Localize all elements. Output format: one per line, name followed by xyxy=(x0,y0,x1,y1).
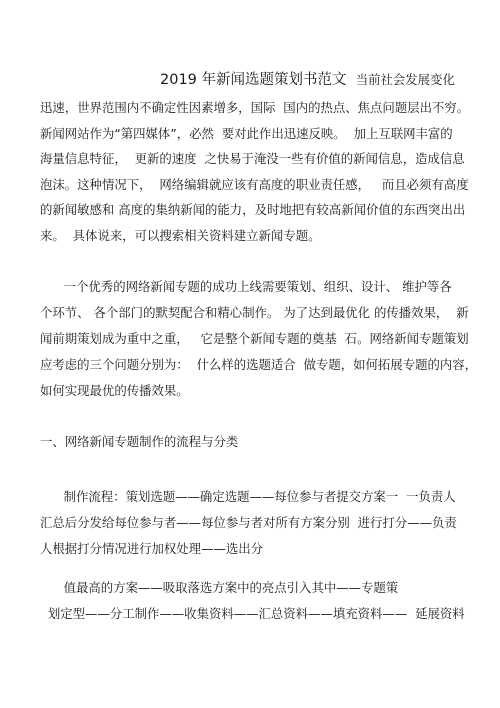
paragraph-line: 泡沫。这种情况下， 网络编辑就应该有高度的职业责任感， 而且必须有高度 xyxy=(40,177,469,192)
document-title: 2019 年新闻选题策划书范文 xyxy=(160,72,347,88)
paragraph-line: 划定型——分工制作——收集资料——汇总资料——填充资料—— 延展资料 xyxy=(40,606,465,621)
paragraph-line: 汇总后分发给每位参与者——每位参与者对所有方案分别 进行打分——负责 xyxy=(40,515,457,530)
paragraph-line: 迅速，世界范围内不确定性因素增多，国际 国内的热点、焦点问题层出不穷。 xyxy=(40,100,470,115)
paragraph-line: 制作流程：策划选题——确定选题——每位参与者提交方案一 一负责人 xyxy=(40,489,456,504)
paragraph-line: 应考虑的三个问题分别为： 什么样的选题适合 做专题，如何拓展专题的内容， xyxy=(40,357,478,372)
paragraph-line: 海量信息特征， 更新的速度 之快易于淹没一些有价值的新闻信息，造成信息 xyxy=(40,151,465,166)
paragraph-line: 人根据打分情况进行加权处理——选出分 xyxy=(40,541,264,556)
section-heading: 一、网络新闻专题制作的流程与分类 xyxy=(40,434,239,449)
paragraph-line: 新闻网站作为“第四媒体”，必然 要对此作出迅速反映。 加上互联网丰富的 xyxy=(40,126,453,141)
paragraph-line: 闻前期策划成为重中之重， 它是整个新闻专题的奠基 石。网络新闻专题策划 xyxy=(40,331,469,346)
paragraph-line: 个环节、 各个部门的默契配合和精心制作。 为了达到最优化 的传播效果， 新 xyxy=(40,305,469,320)
document-title-line xyxy=(160,71,455,89)
paragraph-line: 如何实现最优的传播效果。 xyxy=(40,383,189,398)
paragraph-line: 的新闻敏感和 高度的集纳新闻的能力，及时地把有较高新闻价值的东西突出出 xyxy=(40,202,466,217)
paragraph-line: 来。 具体说来，可以搜索相关资料建立新闻专题。 xyxy=(40,228,321,243)
paragraph-line: 一个优秀的网络新闻专题的成功上线需要策划、组织、设计、 维护等各 xyxy=(40,279,452,294)
paragraph-line: 值最高的方案——吸取落选方案中的亮点引入其中——专题策 xyxy=(40,580,399,595)
title-line-tail: 当前社会发展变化 xyxy=(355,72,455,87)
